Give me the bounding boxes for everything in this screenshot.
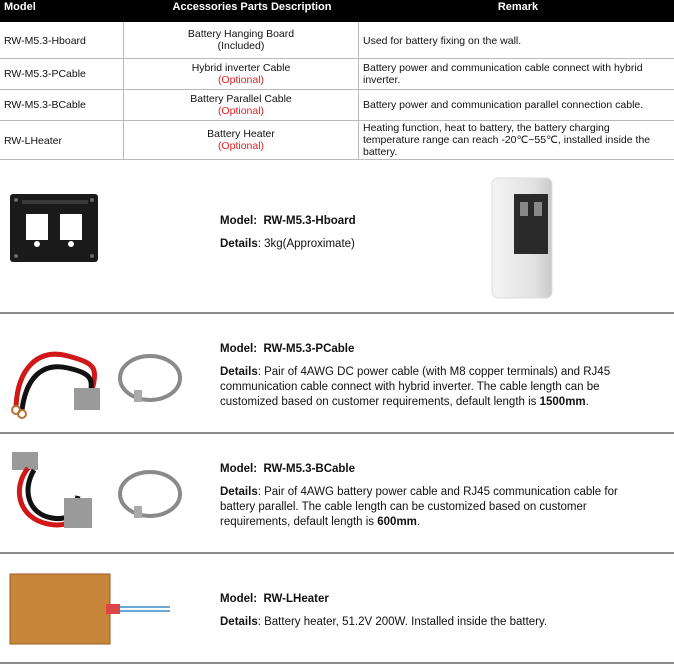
product-section-hboard — [0, 160, 674, 314]
row-model: RW-LHeater — [4, 135, 62, 147]
table-row — [0, 59, 674, 90]
table-row — [0, 90, 674, 121]
row-model: RW-M5.3-Hboard — [4, 35, 86, 47]
row-description: Battery Hanging Board (Included) — [187, 28, 295, 52]
product-info: Model: RW-LHeater Details: Battery heater, 51.2V 200W. Installed inside the battery. — [220, 593, 548, 628]
table-header — [0, 0, 674, 22]
product-section-lheater — [0, 554, 674, 664]
product-info: Model: RW-M5.3-Hboard Details: 3kg(Approximate) — [220, 215, 356, 250]
row-remark: Heating function, heat to battery, the battery charging temperature range can reach -20℃~55℃, installed inside the battery. — [363, 122, 651, 158]
product-model: RW-M5.3-Hboard — [263, 215, 356, 227]
product-model: RW-LHeater — [263, 593, 329, 605]
product-section-pcable — [0, 314, 674, 434]
rj45-cable-image — [114, 350, 186, 408]
product-model: RW-M5.3-PCable — [263, 343, 355, 355]
header-remark: Remark — [497, 1, 539, 13]
row-description: Hybrid inverter Cable (Optional) — [191, 62, 291, 86]
header-description: Accessories Parts Description — [172, 1, 332, 13]
row-model: RW-M5.3-PCable — [4, 68, 86, 80]
heater-pad-image — [8, 572, 174, 648]
table-row — [0, 22, 674, 59]
row-model: RW-M5.3-BCable — [4, 99, 86, 111]
power-cable-image — [8, 328, 106, 420]
row-description: Battery Parallel Cable (Optional) — [190, 93, 292, 117]
product-model: RW-M5.3-BCable — [263, 463, 356, 475]
product-section-bcable — [0, 434, 674, 554]
row-remark: Used for battery fixing on the wall. — [363, 35, 522, 47]
product-info: Model: RW-M5.3-BCable Details: Pair of 4AWG battery power cable and RJ45 communication cable for battery parallel. The cable length can be customized based on customer requirements, default length is 600mm. — [220, 463, 618, 528]
hanging-board-image — [8, 192, 100, 264]
row-description: Battery Heater (Optional) — [207, 128, 275, 152]
row-remark: Battery power and communication parallel connection cable. — [363, 99, 644, 111]
rj45-cable-image — [114, 466, 186, 524]
header-model: Model — [4, 1, 36, 13]
parallel-cable-image — [8, 448, 106, 540]
table-row — [0, 121, 674, 160]
battery-mounted-image — [490, 176, 556, 302]
product-info: Model: RW-M5.3-PCable Details: Pair of 4AWG DC power cable (with M8 copper terminals) and RJ45 communication cable connect with hybrid inverter. The cable length can be customized based on customer requirements, default length is 1500mm. — [220, 343, 611, 408]
row-remark: Battery power and communication cable connect with hybrid inverter. — [363, 62, 643, 86]
